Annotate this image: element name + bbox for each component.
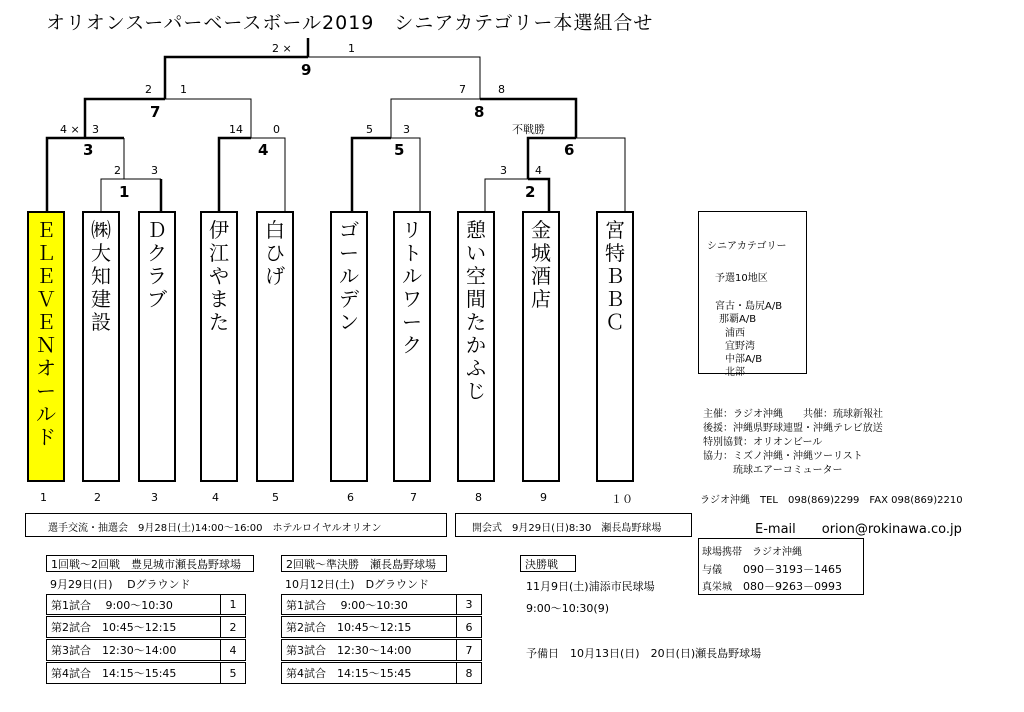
bracket-line-g4-left bbox=[219, 138, 251, 211]
final-venue: 11月9日(土)浦添市民球場 bbox=[526, 580, 655, 593]
team-name-char: ー bbox=[339, 241, 359, 265]
reserve-day: 予備日 10月13日(日) 20日(日)瀬長島野球場 bbox=[526, 647, 762, 660]
team-name-char: 知 bbox=[91, 264, 111, 288]
team-name-char: ま bbox=[209, 287, 229, 311]
game-number-3: 3 bbox=[83, 141, 94, 159]
team-name-char: Ｃ bbox=[605, 310, 625, 334]
g3-score-left: 4 × bbox=[60, 123, 80, 136]
contact-line: ラジオ沖縄 TEL 098(869)2299 FAX 098(869)2210 bbox=[700, 495, 963, 506]
sponsor-line: 主催：ラジオ沖縄 共催：琉球新報社 bbox=[703, 409, 883, 420]
bracket-line-g6-right bbox=[576, 138, 625, 211]
team-name-char: 酒 bbox=[531, 264, 551, 288]
seed-number: 6 bbox=[347, 491, 354, 504]
final-score-left: 2 × bbox=[272, 42, 292, 55]
seed-number: 4 bbox=[212, 491, 219, 504]
game-number-6: 6 bbox=[564, 141, 575, 159]
seed-number: 8 bbox=[475, 491, 482, 504]
final-time: 9:00～10:30(9) bbox=[526, 602, 609, 615]
g3-score-right: 3 bbox=[92, 123, 99, 136]
schedule1-slot: 第4試合 14:15～15:45 bbox=[46, 662, 221, 684]
g8-score-left: 7 bbox=[459, 83, 466, 96]
seed-number: 5 bbox=[272, 491, 279, 504]
schedule1-game: 5 bbox=[220, 662, 246, 684]
district-item: 浦西 bbox=[725, 328, 745, 339]
team-name-char: 設 bbox=[91, 310, 111, 334]
team-box bbox=[330, 211, 368, 482]
team-name-char: 白 bbox=[265, 218, 285, 242]
game-number-1: 1 bbox=[119, 183, 130, 201]
g6-walkover-note: 不戦勝 bbox=[512, 123, 545, 136]
g5-score-right: 3 bbox=[403, 123, 410, 136]
schedule1-slot: 第1試合 9:00～10:30 bbox=[46, 594, 221, 615]
schedule2-game: 8 bbox=[456, 662, 482, 684]
schedule1-game: 2 bbox=[220, 616, 246, 638]
team-name-char: ㈱ bbox=[91, 218, 111, 242]
team-name-char: げ bbox=[265, 264, 285, 288]
team-name-char: Ｌ bbox=[36, 241, 56, 265]
bracket-line-g5-left bbox=[352, 138, 391, 211]
draw-event-box bbox=[25, 513, 447, 537]
seed-number: 3 bbox=[151, 491, 158, 504]
email-link[interactable]: E-mail orion@rokinawa.co.jp bbox=[755, 522, 962, 537]
phone-number: 090－3193－1465 bbox=[743, 563, 842, 576]
seed-number: 7 bbox=[410, 491, 417, 504]
team-name-char: ラ bbox=[147, 264, 167, 288]
game-number-8: 8 bbox=[474, 103, 485, 121]
team-name-char: Ｅ bbox=[36, 264, 56, 288]
schedule2-slot: 第2試合 10:45～12:15 bbox=[281, 616, 457, 638]
category-info-box bbox=[698, 211, 807, 378]
team-name-char: ふ bbox=[466, 356, 486, 380]
phone-name: 与儀 bbox=[702, 565, 722, 576]
opening-box bbox=[455, 513, 692, 537]
phone-box bbox=[698, 538, 864, 595]
team-name-char: 江 bbox=[209, 241, 229, 265]
team-name-char: Ｂ bbox=[605, 287, 625, 311]
district-item: 中部A/B bbox=[725, 354, 763, 365]
team-name-char: リ bbox=[402, 218, 422, 242]
schedule2-game: 6 bbox=[456, 616, 482, 638]
team-box bbox=[596, 211, 634, 482]
opening-text: 開会式 9月29日(日)8:30 瀬長島野球場 bbox=[472, 523, 662, 534]
team-name-char: Ｂ bbox=[605, 264, 625, 288]
sponsor-line: 後援：沖縄県野球連盟・沖縄テレビ放送 bbox=[703, 423, 883, 434]
team-name-char: ブ bbox=[147, 287, 167, 311]
district-item: 宜野湾 bbox=[725, 341, 755, 352]
team-box bbox=[82, 211, 120, 482]
g5-score-left: 5 bbox=[366, 123, 373, 136]
team-name-char: ゴ bbox=[339, 218, 359, 242]
g4-score-right: 0 bbox=[273, 123, 280, 136]
district-item: 宮古・島尻A/B bbox=[715, 301, 783, 312]
team-name-char: じ bbox=[466, 379, 486, 403]
g7-score-left: 2 bbox=[145, 83, 152, 96]
team-name-char: Ｅ bbox=[36, 310, 56, 334]
team-name-char: ク bbox=[402, 333, 422, 357]
draw-event-text: 選手交流・抽選会 9月28日(土)14:00～16:00 ホテルロイヤルオリオン bbox=[48, 523, 382, 534]
team-name-char: 空 bbox=[466, 264, 486, 288]
team-name-char: オ bbox=[36, 356, 56, 380]
phone-name: 真栄城 bbox=[702, 582, 732, 593]
g8-score-right: 8 bbox=[498, 83, 505, 96]
team-name-char: ン bbox=[339, 310, 359, 334]
team-name-char: ー bbox=[36, 379, 56, 403]
schedule1-date: 9月29日(日) Dグラウンド bbox=[50, 578, 191, 591]
team-name-char: 金 bbox=[531, 218, 551, 242]
g7-score-right: 1 bbox=[180, 83, 187, 96]
team-box bbox=[457, 211, 495, 482]
g2-score-right: 4 bbox=[535, 164, 542, 177]
schedule2-slot: 第4試合 14:15～15:45 bbox=[281, 662, 457, 684]
schedule2-slot: 第3試合 12:30～14:00 bbox=[281, 639, 457, 661]
schedule1-slot: 第2試合 10:45～12:15 bbox=[46, 616, 221, 638]
team-name-char: 間 bbox=[466, 287, 486, 311]
sponsor-line: 琉球エアーコミューター bbox=[703, 465, 843, 476]
sponsor-line: 特別協賛：オリオンビール bbox=[703, 437, 823, 448]
district-item: 那覇A/B bbox=[719, 314, 757, 325]
team-name-char: 城 bbox=[531, 241, 551, 265]
seed-number: １０ bbox=[611, 493, 633, 506]
team-name-char: ル bbox=[339, 264, 359, 288]
district-item: 北部 bbox=[725, 367, 745, 378]
team-name-char: 建 bbox=[91, 287, 111, 311]
game-number-9: 9 bbox=[301, 61, 312, 79]
team-name-char: た bbox=[466, 310, 486, 334]
team-name-char: ワ bbox=[402, 287, 422, 311]
team-name-char: ク bbox=[147, 241, 167, 265]
phone-heading: 球場携帯 ラジオ沖縄 bbox=[702, 547, 802, 558]
team-box bbox=[393, 211, 431, 482]
schedule2-slot: 第1試合 9:00～10:30 bbox=[281, 594, 457, 615]
final-heading: 決勝戦 bbox=[520, 555, 576, 572]
team-name-char: や bbox=[209, 264, 229, 288]
page-title: オリオンスーパーベースボール2019 シニアカテゴリー本選組合せ bbox=[46, 12, 654, 34]
category-heading: シニアカテゴリー bbox=[707, 241, 787, 252]
schedule2-date: 10月12日(土) Dグラウンド bbox=[285, 578, 430, 591]
g2-score-left: 3 bbox=[500, 164, 507, 177]
team-box bbox=[200, 211, 238, 482]
g4-score-left: 14 bbox=[229, 123, 243, 136]
prelim-label: 予選10地区 bbox=[715, 273, 768, 284]
team-name-char: ー bbox=[402, 310, 422, 334]
team-name-char: Ｄ bbox=[147, 218, 167, 242]
schedule2-game: 3 bbox=[456, 594, 482, 615]
schedule1-game: 4 bbox=[220, 639, 246, 661]
team-name-char: た bbox=[209, 310, 229, 334]
team-name-char: ド bbox=[36, 425, 56, 449]
final-score-right: 1 bbox=[348, 42, 355, 55]
seed-number: 9 bbox=[540, 491, 547, 504]
team-name-char: 宮 bbox=[605, 218, 625, 242]
sponsor-line: 協力：ミズノ沖縄・沖縄ツーリスト bbox=[703, 451, 863, 462]
team-name-char: Ｎ bbox=[36, 333, 56, 357]
schedule2-game: 7 bbox=[456, 639, 482, 661]
team-name-char: ル bbox=[36, 402, 56, 426]
team-name-char: 憩 bbox=[466, 218, 486, 242]
team-name-char: ル bbox=[402, 264, 422, 288]
game-number-5: 5 bbox=[394, 141, 405, 159]
team-name-char: ト bbox=[402, 241, 422, 265]
seed-number: 1 bbox=[40, 491, 47, 504]
team-box bbox=[138, 211, 176, 482]
g1-score-right: 3 bbox=[151, 164, 158, 177]
phone-number: 080－9263－0993 bbox=[743, 580, 842, 593]
team-name-char: 伊 bbox=[209, 218, 229, 242]
seed-number: 2 bbox=[94, 491, 101, 504]
schedule1-slot: 第3試合 12:30～14:00 bbox=[46, 639, 221, 661]
team-name-char: 特 bbox=[605, 241, 625, 265]
bracket-line-final-right bbox=[308, 57, 480, 99]
team-box bbox=[256, 211, 294, 482]
schedule2-heading: 2回戦～準決勝 瀬長島野球場 bbox=[281, 555, 447, 572]
team-name-char: い bbox=[466, 241, 486, 265]
g1-score-left: 2 bbox=[114, 164, 121, 177]
schedule1-heading: 1回戦～2回戦 豊見城市瀬長島野球場 bbox=[46, 555, 254, 572]
bracket-line-g1-left bbox=[101, 179, 161, 211]
team-name-char: デ bbox=[339, 287, 359, 311]
team-name-char: か bbox=[466, 333, 486, 357]
game-number-4: 4 bbox=[258, 141, 269, 159]
schedule1-game: 1 bbox=[220, 594, 246, 615]
team-name-char: Ｅ bbox=[36, 218, 56, 242]
team-name-char: 大 bbox=[91, 241, 111, 265]
bracket-line-g2-left bbox=[485, 179, 528, 211]
game-number-7: 7 bbox=[150, 103, 161, 121]
team-name-char: ひ bbox=[265, 241, 285, 265]
team-name-char: 店 bbox=[531, 287, 551, 311]
team-name-char: Ｖ bbox=[36, 287, 56, 311]
team-box bbox=[522, 211, 560, 482]
game-number-2: 2 bbox=[525, 183, 536, 201]
team-box bbox=[27, 211, 65, 482]
